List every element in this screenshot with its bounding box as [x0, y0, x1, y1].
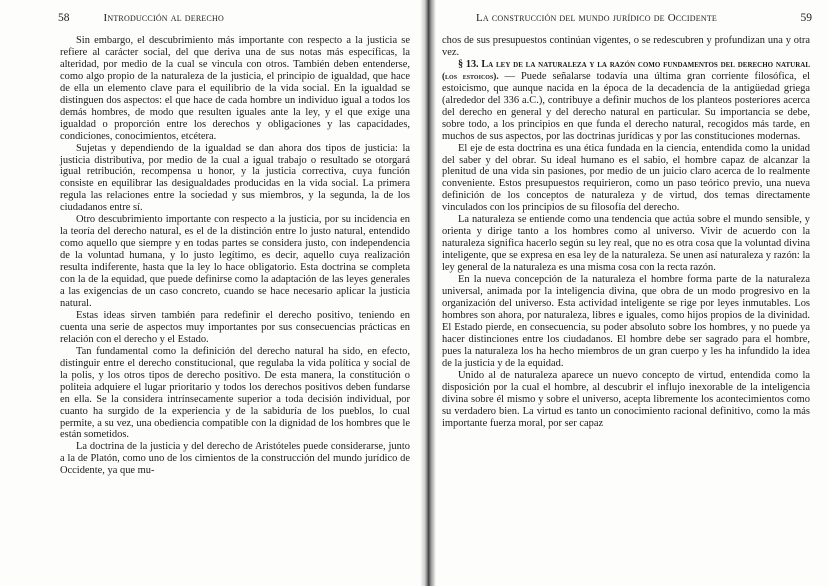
- paragraph: En la nueva concepción de la naturaleza el hombre forma parte de la naturaleza universal, animada por la inteligencia divina, que obra de un modo progresivo en la organización del universo. Esta actividad inteligente se rige por leyes inmutables. Los hombres son ahora, por naturaleza, libres e iguales, como hijos propios de la divinidad. El Estado pierde, en consecuencia, su poder absoluto sobre los hombres, y no puede ya hacer distinciones entre los ciudadanos. El hombre debe ser sagrado para el hombre, pues la naturaleza los ha hecho miembros de un gran cuerpo y les ha infundido la idea de la justicia y de la equidad.: [442, 274, 810, 369]
- paragraph: Tan fundamental como la definición del derecho natural ha sido, en efecto, distinguir entre el derecho constitucional, que regulaba la vida política y social de la polis, y los otros tipos de derecho positivo. De esta manera, la constitución o politeia adquiere el lugar prioritario y todos los derechos positivos deben fundarse en ella. Se la considera intrínsecamente superior a toda decisión individual, por cuanto ha surgido de la experiencia y de la sabiduría de los pueblos, lo cual permite, a su vez, una obediencia compatible con la dignidad de los hombres que le están sometidos.: [60, 345, 410, 441]
- paragraph: La naturaleza se entiende como una tendencia que actúa sobre el mundo sensible, y orienta y dirige tanto a los hombres como al universo. Vivir de acuerdo con la naturaleza significa hacerlo según su ley real, que no es otra cosa que la voluntad divina inteligente, que se expresa en esa ley de la naturaleza. Se unen así naturaleza y razón: la ley general de la naturaleza es una misma cosa con la recta razón.: [442, 214, 810, 274]
- page-number: 58: [58, 12, 70, 24]
- section-heading: [442, 59, 810, 143]
- left-page-header: [58, 11, 408, 25]
- section-title: § 13. La ley de la naturaleza y la razón como fundamentos del derecho natural: [458, 58, 810, 70]
- running-head: Introducción al derecho: [103, 12, 224, 24]
- right-page: [430, 0, 828, 586]
- right-page-body: [442, 35, 810, 429]
- left-page-body: [60, 35, 410, 477]
- paragraph: Otro descubrimiento importante con respecto a la justicia, por su incidencia en la teoría del derecho natural, es el de la distinción entre lo justo natural, entendido como aquello que siempre y en todas partes se considera justo, con independencia de la voluntad humana, y lo justo legítimo, es decir, aquello cuya realización resulta indiferente, hasta que la ley lo hace obligatorio. Esta doctrina se completa con la de la equidad, que puede definirse como la adaptación de las leyes generales a las exigencias de un caso concreto, cuando se hace necesario aplicar la justicia natural.: [60, 214, 410, 309]
- paragraph: La doctrina de la justicia y del derecho de Aristóteles puede considerarse, junto a la de Platón, como uno de los cimientos de la construcción del mundo jurídico de Occidente, ya que mu-: [60, 441, 410, 477]
- right-page-header: [476, 11, 812, 25]
- paragraph: Sujetas y dependiendo de la igualdad se dan ahora dos tipos de justicia: la justicia distributiva, por medio de la cual a igual trabajo o resultado se otorgará igual retribución, recompensa u honor, y la justicia correctiva, cuya función consiste en equilibrar las desigualdades producidas en la vida social. La primera regula las relaciones entre la sociedad y sus miembros, y la segunda, la de los ciudadanos entre sí.: [60, 142, 410, 214]
- paragraph: El eje de esta doctrina es una ética fundada en la ciencia, entendida como la unidad del saber y del obrar. Su ideal humano es el sabio, el hombre capaz de alcanzar la plenitud de una vida sin pasiones, por medio de un juicio claro acerca de lo realmente conveniente. Estos presupuestos requirieron, como un paso teórico previo, una nueva definición de los conceptos de naturaleza y de virtud, dos temas directamente vinculados con los principios de su filosofía del derecho.: [442, 142, 810, 214]
- section-subtitle: (los estoicos).: [442, 70, 499, 81]
- section-lead-text: — Puede señalarse todavía una última gran corriente filosófica, el estoicismo, que aunque nacida en la época de la decadencia de la antigüedad griega (alrededor del 336 a.C.), contribuye a definir muchos de los planteos posteriores acerca del derecho en general y del derecho natural en particular. Su importancia se debe, sobre todo, a los principios en que funda el derecho natural, recogidos más tarde, en muchos de sus aspectos, por las doctrinas jurídicas y por las constituciones modernas.: [442, 70, 810, 142]
- paragraph: Unido al de naturaleza aparece un nuevo concepto de virtud, entendida como la disposición por la cual el hombre, al descubrir el influjo inexorable de la inteligencia divina sobre él mismo y sobre el universo, acepta libremente los acontecimientos como su verdadero bien. La virtud es tanto un conocimiento racional definitivo, como la más importante fuerza moral, por ser capaz: [442, 369, 810, 429]
- paragraph: Sin embargo, el descubrimiento más importante con respecto a la justicia se refiere al carácter social, del que deriva una de sus notas más específicas, la alteridad, por medio de la cual se vincula con otros. También deben entenderse, como algo propio de la naturaleza de la justicia, el principio de igualdad, que hace de ella un elemento clave para el equilibrio de la vida social. En la igualdad se distinguen dos aspectos: el que hace de cada hombre un individuo igual a todos los demás hombres, de modo que resulten iguales ante la ley, y el que exige una igualdad o proporción entre los derechos y obligaciones y las capacidades, condiciones, conocimientos, etcétera.: [60, 35, 410, 142]
- paragraph: Estas ideas sirven también para redefinir el derecho positivo, teniendo en cuenta una serie de aspectos muy importantes por sus consecuencias prácticas en relación con el derecho y el Estado.: [60, 309, 410, 345]
- page-number: 59: [800, 12, 812, 24]
- paragraph-continuation: chos de sus presupuestos continúan vigentes, o se redescubren y profundizan una y otra vez.: [442, 35, 810, 58]
- running-head: La construcción del mundo jurídico de Occidente: [476, 12, 718, 24]
